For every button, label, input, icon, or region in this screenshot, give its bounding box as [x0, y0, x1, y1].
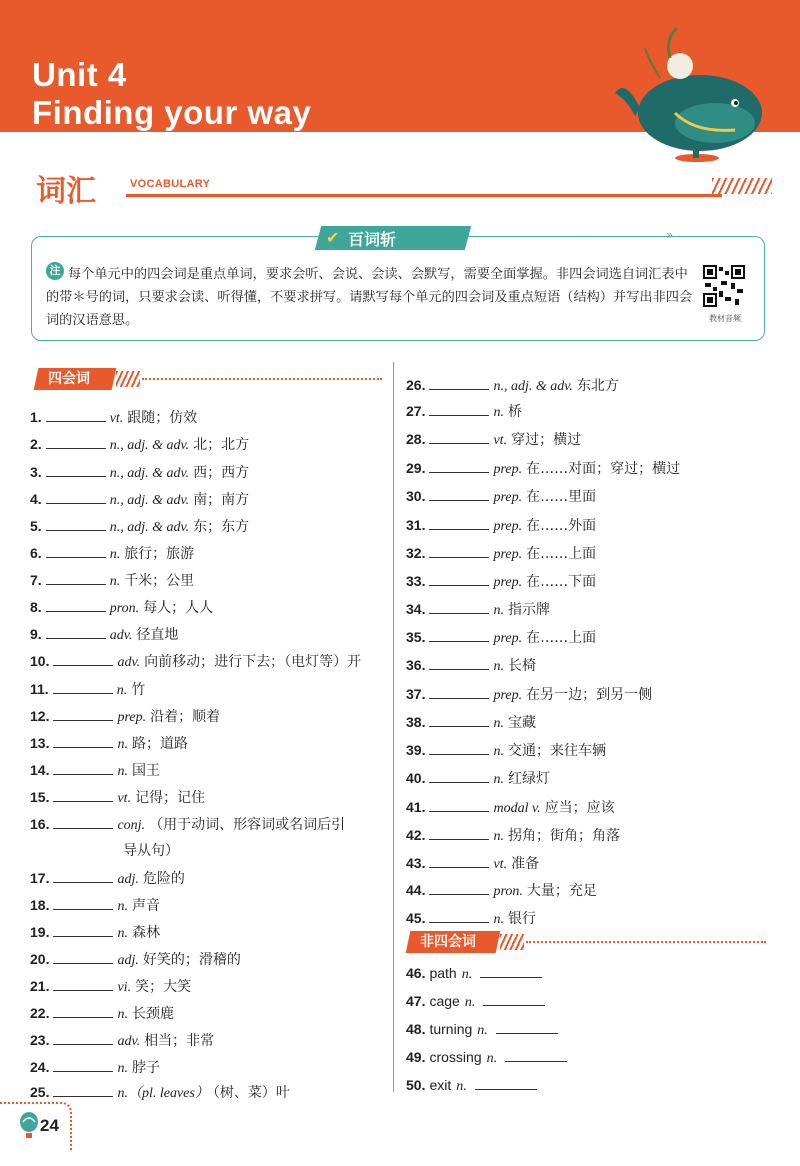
vocab-item [406, 429, 581, 451]
item-number: 20. [30, 951, 50, 967]
answer-blank[interactable] [46, 462, 106, 477]
meaning: 拐角；街角；角落 [507, 828, 620, 844]
meaning: 在另一边；到另一侧 [526, 687, 653, 703]
part-of-speech: n. [477, 1023, 488, 1038]
item-number: 26. [406, 377, 426, 393]
item-number: 1. [30, 409, 42, 425]
meaning: 大量；充足 [526, 883, 597, 899]
item-number: 25. [30, 1084, 50, 1100]
part-of-speech: pron. [109, 601, 140, 616]
meaning: 竹 [131, 682, 146, 698]
part-of-speech: adj. [117, 953, 139, 968]
meaning: 桥 [507, 404, 522, 420]
meaning: 危险的 [142, 871, 185, 887]
item-number: 6. [30, 545, 42, 561]
balloon-icon [18, 1112, 40, 1140]
meaning: 跟随；仿效 [127, 410, 198, 426]
item-number: 23. [30, 1032, 50, 1048]
part-of-speech: prep. [493, 519, 523, 534]
answer-blank[interactable] [429, 458, 489, 473]
part-of-speech: vi. [117, 980, 132, 995]
item-number: 4. [30, 491, 42, 507]
section-non-four-skill [406, 931, 501, 953]
part-of-speech: prep. [493, 688, 523, 703]
part-of-speech: conj. [117, 818, 146, 833]
item-number: 18. [30, 897, 50, 913]
non-vocab-item [406, 1047, 571, 1069]
vocab-item [30, 922, 160, 944]
vocab-item [406, 571, 596, 593]
english-word: turning [429, 1021, 473, 1037]
english-word: path [429, 965, 457, 981]
answer-blank[interactable] [53, 922, 113, 937]
item-number: 22. [30, 1005, 50, 1021]
answer-blank[interactable] [429, 543, 489, 558]
item-number: 48. [406, 1021, 426, 1037]
vocab-item [30, 1003, 174, 1025]
meaning: 准备 [511, 856, 540, 872]
qr-caption: 教材音频 [709, 314, 741, 323]
part-of-speech: n. [116, 683, 128, 698]
vocab-item [406, 401, 522, 423]
vocab-item [406, 543, 596, 565]
part-of-speech: adj. [117, 872, 139, 887]
part-of-speech: n. [493, 744, 504, 759]
meaning: 东北方 [576, 378, 619, 394]
part-of-speech: vt. [493, 433, 508, 448]
english-word: cage [429, 993, 460, 1009]
vocab-item [30, 434, 249, 456]
vocab-item [406, 599, 550, 621]
meaning: 旅行；旅游 [124, 546, 195, 562]
answer-blank[interactable] [46, 434, 106, 449]
answer-blank[interactable] [429, 571, 489, 586]
item-number: 5. [30, 518, 42, 534]
section-non-four-skill-label: 非四会词 [420, 934, 476, 950]
part-of-speech: n. [109, 547, 121, 562]
item-number: 49. [406, 1049, 426, 1065]
meaning: （用于动词、形容词或名词后引 [149, 817, 346, 833]
item-number: 37. [406, 686, 426, 702]
meaning: 在……下面 [526, 574, 597, 590]
answer-blank[interactable] [475, 1075, 537, 1090]
meaning: 银行 [507, 911, 536, 927]
answer-blank[interactable] [53, 895, 113, 910]
vocab-item [406, 684, 652, 706]
item-number: 39. [406, 742, 426, 758]
part-of-speech: vt. [109, 411, 124, 426]
item-number: 8. [30, 599, 42, 615]
answer-blank[interactable] [505, 1047, 567, 1062]
answer-blank[interactable] [429, 375, 489, 390]
item-number: 42. [406, 827, 426, 843]
part-of-speech: n. [117, 764, 128, 779]
item-number: 27. [406, 403, 426, 419]
meaning: 沿着；顺着 [150, 709, 221, 725]
answer-blank[interactable] [53, 1030, 113, 1045]
vocab-item [406, 515, 596, 537]
answer-blank[interactable] [483, 991, 545, 1006]
meaning: 千米；公里 [124, 573, 195, 589]
item-number: 31. [406, 517, 426, 533]
answer-blank[interactable] [429, 401, 489, 416]
vocab-item [30, 543, 194, 565]
column-divider [393, 362, 394, 1092]
answer-blank[interactable] [429, 599, 489, 614]
item-number: 30. [406, 488, 426, 504]
answer-blank[interactable] [429, 908, 489, 923]
part-of-speech: n. [493, 912, 504, 927]
item-number: 9. [30, 626, 42, 642]
meaning: 相当；非常 [144, 1033, 215, 1049]
item-number: 43. [406, 855, 426, 871]
part-of-speech: n. [493, 405, 504, 420]
item-number: 44. [406, 882, 426, 898]
answer-blank[interactable] [429, 712, 489, 727]
meaning: 西；西方 [193, 465, 250, 481]
item-number: 41. [406, 799, 426, 815]
answer-blank[interactable] [429, 740, 489, 755]
item-number: 35. [406, 629, 426, 645]
item-number: 50. [406, 1077, 426, 1093]
item-number: 21. [30, 978, 50, 994]
meaning: 好笑的；滑稽的 [142, 952, 241, 968]
meaning: 声音 [131, 898, 160, 914]
vocab-item [30, 1082, 290, 1104]
answer-blank[interactable] [429, 684, 489, 699]
item-number: 12. [30, 708, 50, 724]
meaning: 东；东方 [193, 519, 250, 535]
vocab-item [30, 516, 249, 538]
vocab-item [30, 706, 220, 728]
item-number: 10. [30, 653, 50, 669]
meaning: 记得；记住 [135, 790, 206, 806]
answer-blank[interactable] [496, 1019, 558, 1034]
section-four-skill [34, 368, 117, 390]
vocab-item [30, 570, 194, 592]
meaning: 在……外面 [526, 518, 597, 534]
meaning: 北；北方 [193, 437, 250, 453]
vocab-item [30, 787, 205, 809]
part-of-speech: n. [117, 1007, 128, 1022]
answer-blank[interactable] [46, 489, 106, 504]
meaning-continuation: 导从句） [123, 843, 179, 859]
non-vocab-item [406, 991, 549, 1013]
part-of-speech: n. [493, 772, 504, 787]
part-of-speech: n. [456, 1079, 467, 1094]
vocab-item [406, 627, 596, 649]
item-number: 36. [406, 657, 426, 673]
vocab-item [30, 679, 145, 701]
item-number: 33. [406, 573, 426, 589]
answer-blank[interactable] [53, 1003, 113, 1018]
page-number-badge [14, 1112, 70, 1146]
answer-blank[interactable] [46, 597, 106, 612]
answer-blank[interactable] [53, 733, 113, 748]
part-of-speech: prep. [117, 710, 147, 725]
answer-blank[interactable] [53, 651, 113, 666]
vocab-item [406, 740, 606, 762]
part-of-speech: n. [493, 603, 504, 618]
section-four-skill-dots [142, 378, 382, 380]
vocab-item [30, 1057, 160, 1079]
vocab-item [406, 908, 536, 930]
meaning: 交通；来往车辆 [507, 743, 606, 759]
non-vocab-item [406, 1019, 562, 1041]
part-of-speech: prep. [493, 462, 523, 477]
part-of-speech: n., adj. & adv. [109, 493, 190, 508]
meaning: 径直地 [136, 627, 179, 643]
item-number: 11. [30, 681, 49, 697]
answer-blank[interactable] [46, 407, 106, 422]
part-of-speech: pron. [493, 884, 523, 899]
item-number: 40. [406, 770, 426, 786]
part-of-speech: n., adj. & adv. [109, 466, 190, 481]
english-word: crossing [429, 1049, 482, 1065]
answer-blank[interactable] [429, 429, 489, 444]
meaning: 脖子 [131, 1060, 160, 1076]
vocab-item [406, 768, 550, 790]
meaning: （树、菜）叶 [212, 1085, 290, 1101]
vocab-item [406, 880, 597, 902]
vocab-item [406, 375, 619, 397]
answer-blank[interactable] [429, 853, 489, 868]
vocab-item [30, 489, 249, 511]
answer-blank[interactable] [46, 624, 106, 639]
part-of-speech: prep. [493, 490, 523, 505]
meaning: 宝藏 [507, 715, 536, 731]
item-number: 45. [406, 910, 426, 926]
part-of-speech: vt. [493, 857, 508, 872]
answer-blank[interactable] [429, 880, 489, 895]
answer-blank[interactable] [46, 516, 106, 531]
vocab-item [406, 825, 620, 847]
item-number: 46. [406, 965, 426, 981]
part-of-speech: prep. [493, 631, 523, 646]
part-of-speech: modal v. [493, 801, 541, 816]
note-icon: 注 [46, 262, 64, 280]
item-number: 19. [30, 924, 50, 940]
answer-blank[interactable] [53, 760, 113, 775]
part-of-speech: prep. [493, 547, 523, 562]
meaning: 每人；人人 [143, 600, 214, 616]
vocab-item [406, 655, 536, 677]
answer-blank[interactable] [429, 768, 489, 783]
vocab-item [30, 949, 241, 971]
answer-blank[interactable] [429, 797, 489, 812]
part-of-speech: n.（pl. leaves） [117, 1086, 209, 1101]
part-of-speech: n. [109, 574, 121, 589]
section-non-four-skill-dots [526, 941, 766, 943]
meaning: 在……里面 [526, 489, 597, 505]
answer-blank[interactable] [46, 543, 106, 558]
item-number: 17. [30, 870, 50, 886]
check-icon: ✔ [326, 228, 340, 247]
vocab-item [406, 712, 536, 734]
item-number: 47. [406, 993, 426, 1009]
item-number: 34. [406, 601, 426, 617]
qr-code-icon[interactable] [703, 265, 745, 307]
item-number: 28. [406, 431, 426, 447]
part-of-speech: n., adj. & adv. [109, 520, 190, 535]
non-vocab-item [406, 963, 546, 985]
item-number: 7. [30, 572, 42, 588]
vocab-item [30, 407, 197, 429]
answer-blank[interactable] [53, 1082, 113, 1097]
non-vocab-item [406, 1075, 541, 1097]
section-four-skill-stripes [116, 371, 140, 387]
item-number: 3. [30, 464, 42, 480]
meaning: 长椅 [507, 658, 536, 674]
vocab-item [406, 458, 680, 480]
unit-title: Finding your way [32, 94, 312, 131]
item-number: 38. [406, 714, 426, 730]
vocab-item [406, 797, 615, 819]
meaning: 红绿灯 [507, 771, 550, 787]
item-number: 15. [30, 789, 50, 805]
intro-dashed-line [478, 236, 674, 239]
answer-blank[interactable] [429, 627, 489, 642]
english-word: exit [429, 1077, 452, 1093]
answer-blank[interactable] [429, 825, 489, 840]
part-of-speech: n. [493, 716, 504, 731]
part-of-speech: n. [117, 926, 128, 941]
vocab-item [30, 976, 191, 998]
part-of-speech: n. [117, 1061, 128, 1076]
part-of-speech: n., adj. & adv. [493, 379, 573, 394]
meaning: 南；南方 [193, 492, 250, 508]
part-of-speech: n., adj. & adv. [109, 438, 190, 453]
meaning: 在……对面；穿过；横过 [526, 461, 681, 477]
vocabulary-header [30, 160, 770, 208]
vocab-item [30, 895, 160, 917]
answer-blank[interactable] [429, 655, 489, 670]
part-of-speech: n. [117, 899, 128, 914]
vocabulary-title-zh: 词汇 [36, 174, 96, 209]
part-of-speech: adv. [117, 655, 141, 670]
vocabulary-stripes [712, 178, 772, 194]
item-number: 13. [30, 735, 50, 751]
vocabulary-title-en: VOCABULARY [130, 178, 211, 190]
vocab-item [30, 760, 160, 782]
section-four-skill-label: 四会词 [48, 371, 90, 387]
answer-blank[interactable] [53, 976, 113, 991]
double-chevron-icon: » [666, 228, 674, 242]
meaning: 路；道路 [131, 736, 188, 752]
part-of-speech: adv. [109, 628, 133, 643]
answer-blank[interactable] [53, 787, 113, 802]
item-number: 14. [30, 762, 50, 778]
part-of-speech: n. [461, 967, 473, 982]
vocab-item [30, 624, 178, 646]
part-of-speech: prep. [493, 575, 523, 590]
part-of-speech: n. [486, 1051, 498, 1066]
part-of-speech: adv. [117, 1034, 141, 1049]
vocab-item [30, 868, 185, 890]
answer-blank[interactable] [46, 570, 106, 585]
item-number: 2. [30, 436, 42, 452]
section-non-four-skill-stripes [500, 934, 524, 950]
vocabulary-rule [126, 194, 722, 197]
part-of-speech: n. [464, 995, 476, 1010]
answer-blank[interactable] [53, 949, 113, 964]
vocab-item [406, 486, 596, 508]
answer-blank[interactable] [53, 814, 113, 829]
meaning: 穿过；横过 [511, 432, 582, 448]
meaning: 国王 [131, 763, 160, 779]
intro-badge: 百词斩 [348, 230, 397, 249]
meaning: 指示牌 [507, 602, 550, 618]
intro-text: 每个单元中的四会词是重点单词，要求会听、会说、会读、会默写，需要全面掌握。非四会词选自词汇表中的带＊号的词，只要求会读、听得懂，不要求拼写。请默写每个单元的四会词及重点短语（结构）并写出非四会词的汉语意思。 [46, 267, 693, 328]
item-number: 16. [30, 816, 50, 832]
answer-blank[interactable] [53, 1057, 113, 1072]
part-of-speech: n. [493, 659, 504, 674]
part-of-speech: vt. [117, 791, 132, 806]
meaning: 森林 [131, 925, 160, 941]
meaning: 向前移动；进行下去；（电灯等）开 [144, 654, 362, 670]
part-of-speech: n. [117, 737, 128, 752]
vocab-item [30, 814, 345, 836]
answer-blank[interactable] [429, 486, 489, 501]
item-number: 29. [406, 460, 426, 476]
answer-blank[interactable] [53, 706, 113, 721]
part-of-speech: n. [493, 829, 504, 844]
meaning: 在……上面 [526, 546, 597, 562]
vocab-item [406, 853, 539, 875]
answer-blank[interactable] [480, 963, 542, 978]
meaning: 长颈鹿 [131, 1006, 174, 1022]
vocab-item [30, 733, 188, 755]
meaning: 在……上面 [526, 630, 597, 646]
vocab-item [30, 1030, 214, 1052]
vocab-item [30, 597, 213, 619]
page-number: 24 [40, 1116, 59, 1135]
meaning: 应当；应该 [544, 800, 615, 816]
meaning: 笑；大笑 [135, 979, 192, 995]
whale-illustration [605, 18, 785, 163]
answer-blank[interactable] [429, 515, 489, 530]
answer-blank[interactable] [53, 868, 113, 883]
vocab-item [30, 651, 361, 673]
item-number: 32. [406, 545, 426, 561]
answer-blank[interactable] [53, 679, 113, 694]
vocab-item [30, 462, 249, 484]
unit-number: Unit 4 [32, 56, 127, 93]
item-number: 24. [30, 1059, 50, 1075]
